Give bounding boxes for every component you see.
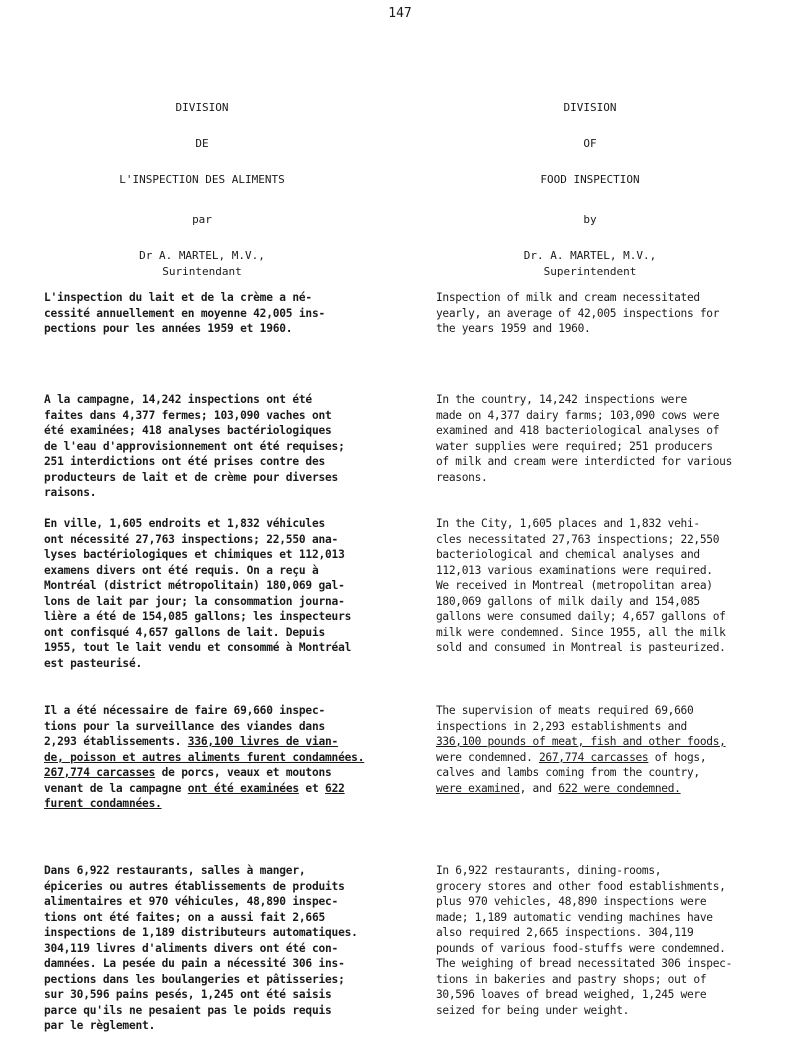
- french-division-title: DIVISION: [175, 101, 229, 114]
- english-author: Dr. A. MARTEL, M.V.,: [523, 249, 657, 262]
- english-meats-origin: of hogs, calves and lambs coming from the country,: [436, 750, 707, 779]
- french-division-name: L'INSPECTION DES ALIMENTS: [119, 173, 285, 186]
- english-paragraph-city: In the City, 1,605 places and 1,832 vehi- cles necessitated 27,763 inspections; 22,550 bacteriological and chemical analyses and 112,013 various examinations were required. We received in Montreal (metropolitan area) 180,069 gallons of milk daily and 154,085 gallons were consumed daily; 4,657 gallons of milk were condemned. Since 1955, all the milk sold and consumed in Montreal is pasteurized.: [436, 517, 726, 654]
- english-paragraph-restaurants: In 6,922 restaurants, dining-rooms, grocery stores and other food establishments, plus 970 vehicles, 48,890 inspections were made; 1,189 automatic vending machines have also required 2,665 inspections. 304,119 pounds of various food-stuffs were condemned. The weighing of bread necessitated 306 inspec- tions in bakeries and pastry shops; out of 30,596 loaves of bread weighed, 1,245 were seized for being under weight.: [436, 864, 733, 1017]
- french-de-label: DE: [195, 137, 209, 150]
- english-meats-condemned-underlined: 336,100 pounds of meat, fish and other foods,: [436, 735, 726, 748]
- french-meats-622-underlined: 622 furent condamnées.: [44, 781, 345, 810]
- french-paragraph-restaurants: Dans 6,922 restaurants, salles à manger, épiceries ou autres établissements de produits alimentaires et 970 véhicules, 48,890 inspec- tions ont été faites; on a aussi fait 2,665 inspections de 1,189 distributeurs automatiques. 304,119 livres d'aliments divers ont été con- damnées. La pesée du pain a nécessité 306 ins- pections dans les boulangeries et pâtisseries; sur 30,596 pains pesés, 1,245 ont été saisis parce qu'ils ne pesaient pas le poids requis par le règlement.: [44, 864, 358, 1032]
- english-heading: [444, 100, 736, 280]
- french-paragraph-country: A la campagne, 14,242 inspections ont été faites dans 4,377 fermes; 103,090 vaches ont été examinées; 418 analyses bactériologiques de l'eau d'approvisionnement ont été requises; 251 interdictions ont été prises contre des producteurs de lait et de crème pour diverses raisons.: [44, 393, 345, 499]
- english-meats-and: , and: [519, 781, 559, 795]
- french-meats-examined-underlined: ont été examinées: [187, 781, 299, 795]
- french-heading: [52, 100, 352, 280]
- french-meats-origin: de porcs, veaux et moutons venant de la campagne: [44, 766, 332, 795]
- english-meats-622-underlined: 622 were condemned.: [558, 781, 681, 795]
- english-by-label: by: [583, 213, 597, 226]
- french-author: Dr A. MARTEL, M.V.,: [139, 249, 265, 262]
- french-par-label: par: [192, 213, 212, 226]
- english-paragraph-country: In the country, 14,242 inspections were made on 4,377 dairy farms; 103,090 cows were examined and 418 bacteriological analyses of water supplies were required; 251 producers of milk and cream were interdicted for various reasons.: [436, 393, 733, 484]
- english-division-title: DIVISION: [563, 101, 617, 114]
- english-paragraph-milk-inspection: Inspection of milk and cream necessitated yearly, an average of 42,005 inspections for the years 1959 and 1960.: [436, 291, 720, 335]
- french-paragraph-milk-inspection: L'inspection du lait et de la crème a né- cessité annuellement en moyenne 42,005 ins- pections pour les années 1959 et 1960.: [44, 291, 326, 335]
- english-meats-examined-underlined: were examined: [436, 781, 520, 795]
- french-paragraph-city: En ville, 1,605 endroits et 1,832 véhicules ont nécessité 27,763 inspections; 22,550 ana- lyses bactériologiques et chimiques et 112,013 examens divers ont été requis. On a reçu à Montréal (district métropolitain) 180,069 gal- lons de lait par jour; la consommation journa- lière a été de 154,085 gallons; les inspecteurs ont confisqué 4,657 gallons de lait. Depuis 1955, tout le lait vendu et consommé à Montréal est pasteurisé.: [44, 517, 352, 670]
- english-meats-intro: The supervision of meats required 69,660 inspections in 2,293 establishments and: [436, 704, 694, 733]
- french-meats-and: et: [298, 781, 326, 795]
- french-author-role: Surintendant: [162, 265, 242, 278]
- english-of-label: OF: [583, 137, 597, 150]
- french-meats-condemned-underlined: 336,100 livres de vian- de, poisson et autres aliments furent condamnées. 267,774 carcasses: [44, 735, 365, 779]
- english-author-role: Superintendent: [543, 265, 637, 278]
- french-paragraph-meats: [44, 703, 364, 812]
- page-number: 147: [388, 6, 412, 21]
- english-division-name: FOOD INSPECTION: [540, 173, 640, 186]
- french-meats-intro: Il a été nécessaire de faire 69,660 inspec- tions pour la surveillance des viandes dans 2,293 établissements.: [44, 704, 326, 748]
- english-meats-carcasses-underlined: 267,774 carcasses: [538, 750, 649, 764]
- english-paragraph-meats: [436, 703, 792, 796]
- english-meats-were-condemned: were condemned.: [436, 750, 533, 764]
